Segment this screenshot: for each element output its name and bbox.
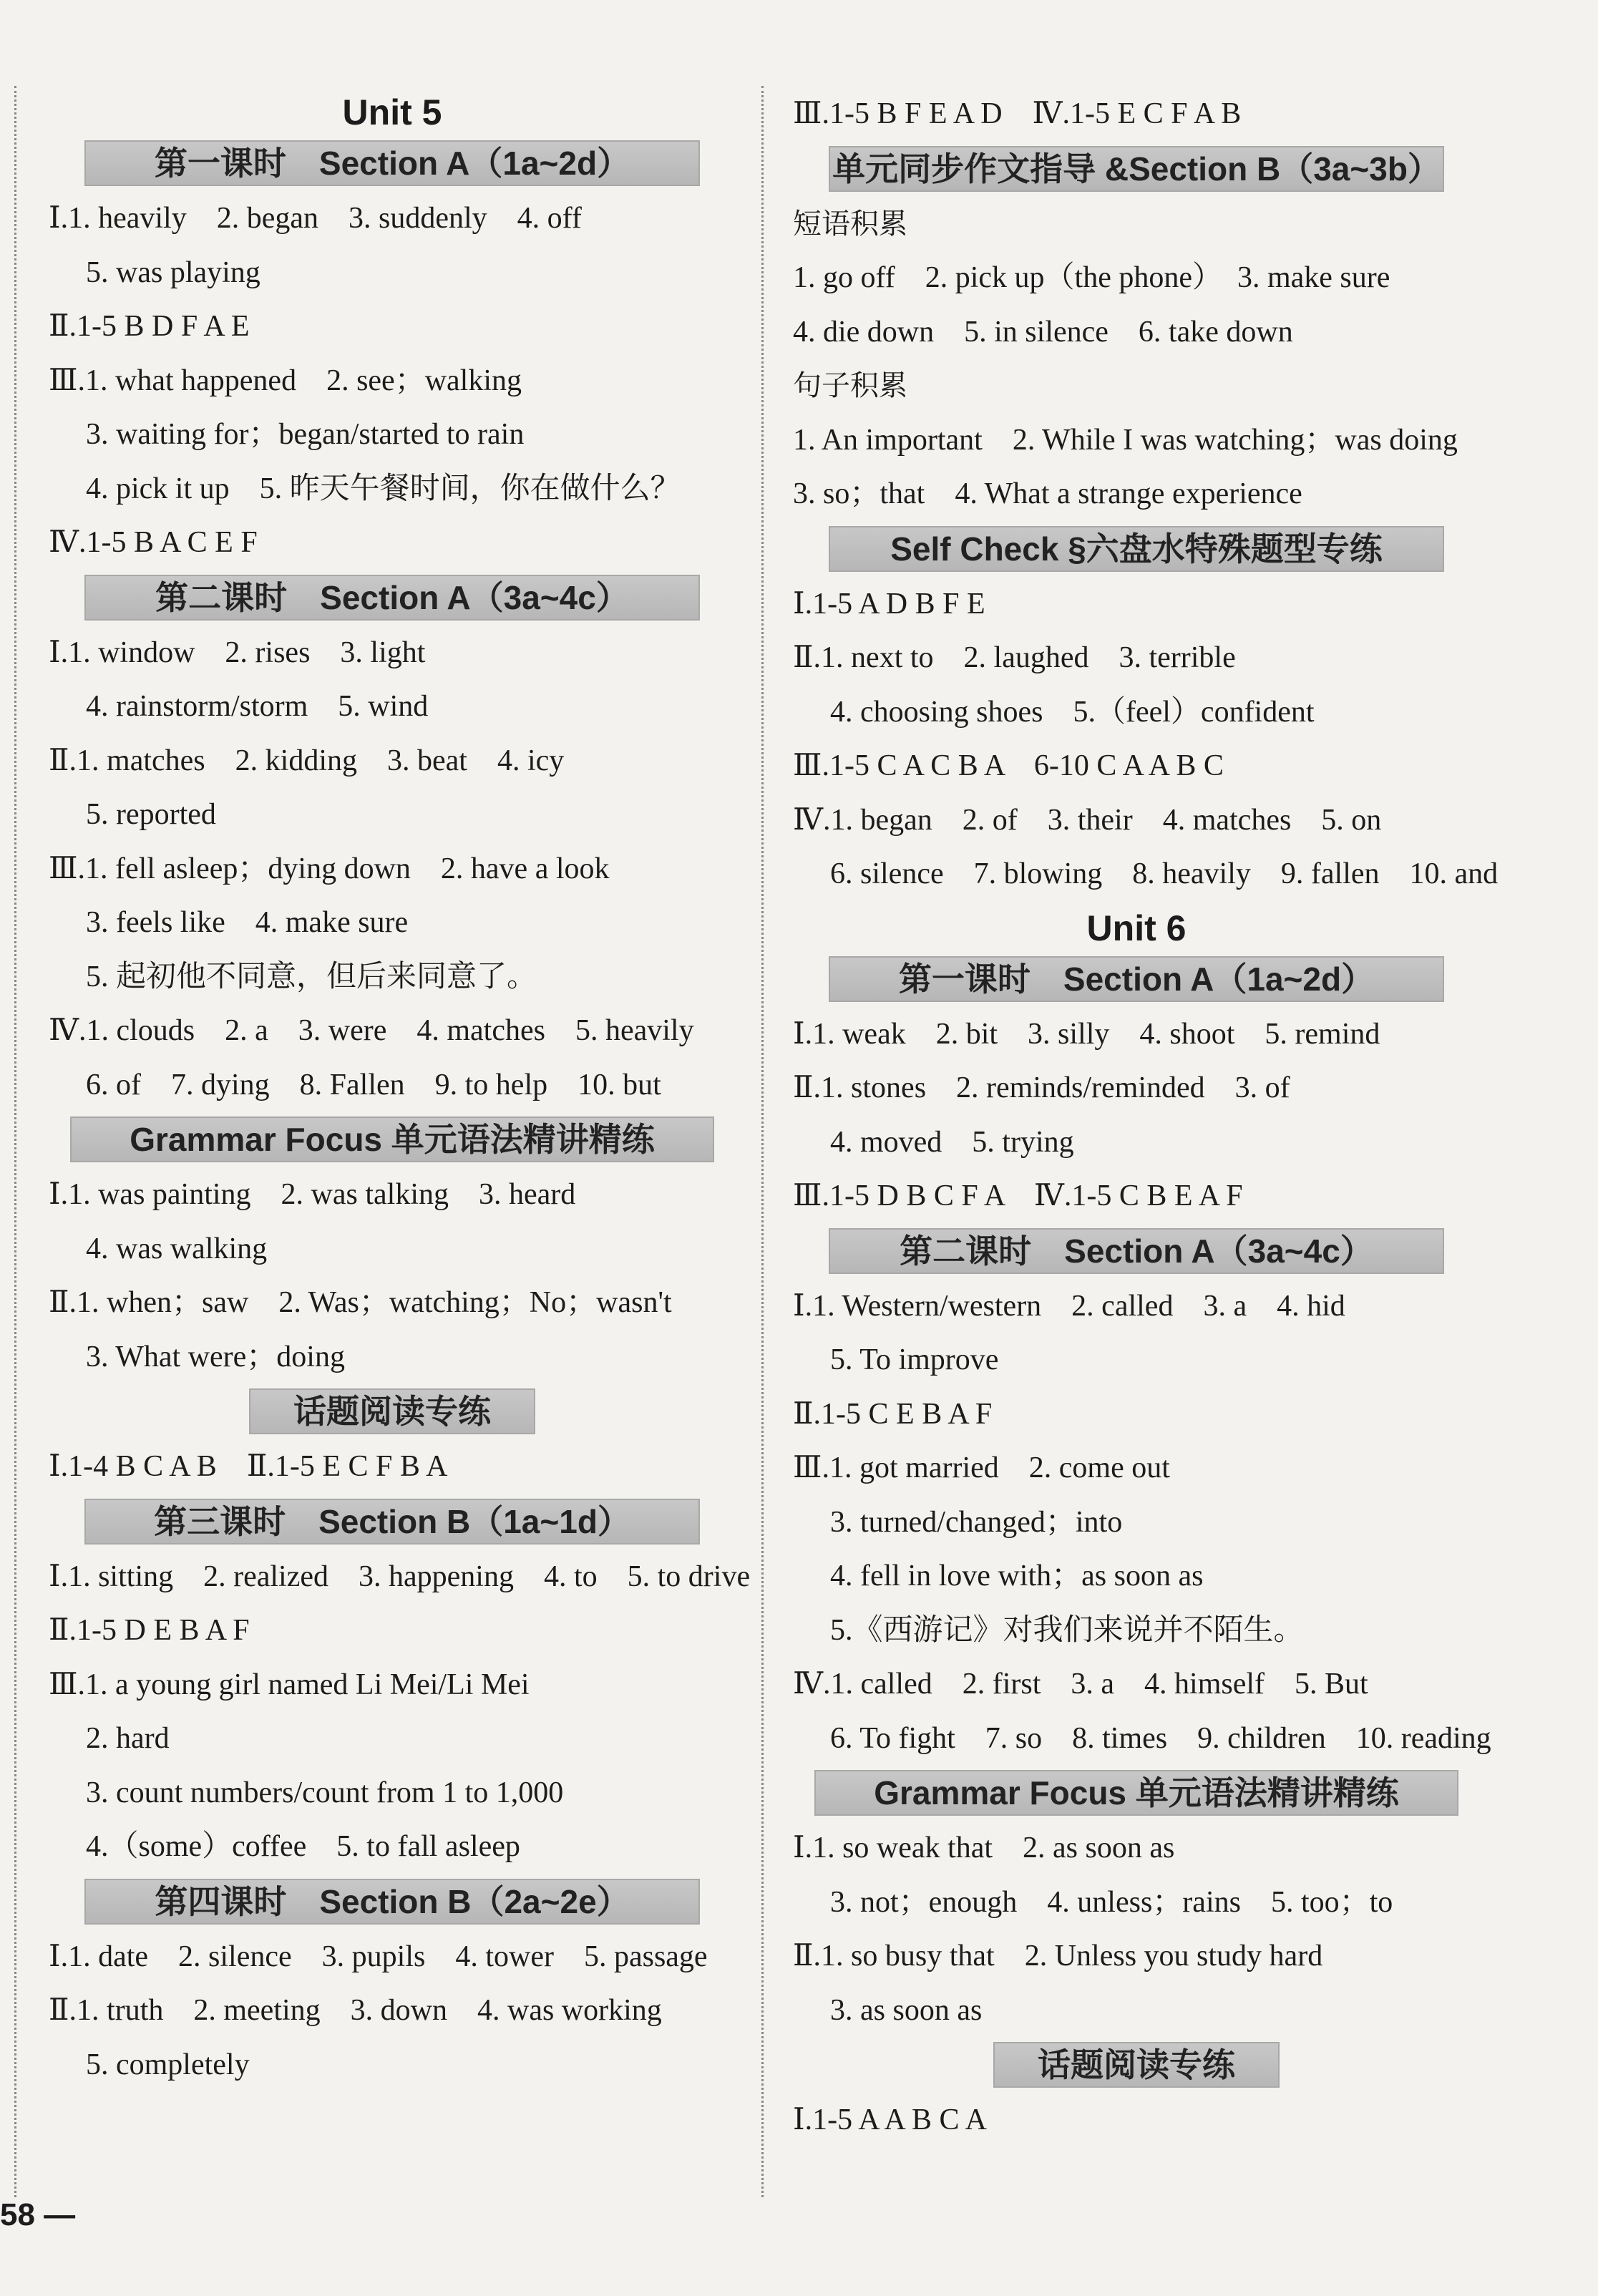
answer-line: Ⅰ.1. so weak that 2. as soon as — [793, 1832, 1175, 1864]
answer-line: 4. moved 5. trying — [830, 1125, 1074, 1159]
answer-line: Ⅱ.1. so busy that 2. Unless you study hard — [793, 1940, 1323, 1972]
answer-line: 3. turned/changed；into — [830, 1505, 1123, 1539]
answer-line: Ⅲ.1-5 B F E A D Ⅳ.1-5 E C F A B — [793, 97, 1242, 130]
phrase-heading: 短语积累 — [793, 207, 907, 240]
answer-line: 5. completely — [86, 2048, 250, 2081]
left-column — [49, 86, 751, 2092]
answer-line: 5. 起初他不同意，但后来同意了。 — [86, 960, 537, 993]
lesson-3-banner: 第三课时 Section B（1a~1d） — [84, 1499, 700, 1545]
answer-line: Ⅱ.1. stones 2. reminds/reminded 3. of — [793, 1071, 1290, 1104]
topic-reading-answers — [49, 1440, 736, 1494]
lesson-2-answers — [49, 626, 736, 1113]
answer-line: Ⅳ.1. clouds 2. a 3. were 4. matches 5. heavily — [49, 1014, 694, 1047]
answer-line: 4. pick it up 5. 昨天午餐时间，你在做什么？ — [86, 472, 681, 505]
lesson-2-banner: 第二课时 Section A（3a~4c） — [84, 575, 700, 621]
answer-line: 6. To fight 7. so 8. times 9. children 10. reading — [830, 1721, 1491, 1755]
answer-line: Ⅰ.1-4 B C A B Ⅱ.1-5 E C F B A — [49, 1450, 448, 1483]
answer-line: Ⅳ.1-5 B A C E F — [49, 526, 258, 559]
answer-line: Ⅰ.1. sitting 2. realized 3. happening 4. to 5. to drive — [49, 1560, 751, 1593]
answer-line: Ⅱ.1. matches 2. kidding 3. beat 4. icy — [49, 744, 565, 777]
column-divider — [761, 86, 764, 2197]
answer-line: Ⅰ.1-5 A D B F E — [793, 587, 985, 621]
u6-grammar-focus-banner: Grammar Focus 单元语法精讲精练 — [814, 1770, 1458, 1816]
answer-line: Ⅲ.1-5 D B C F A Ⅳ.1-5 C B E A F — [793, 1179, 1243, 1212]
answer-line: 4. rainstorm/storm 5. wind — [86, 690, 429, 723]
answer-line: 3. What were；doing — [86, 1340, 345, 1373]
answer-line: Ⅲ.1. got married 2. come out — [793, 1451, 1170, 1484]
answer-line: Ⅰ.1. weak 2. bit 3. silly 4. shoot 5. remind — [793, 1017, 1380, 1051]
lesson-1-banner: 第一课时 Section A（1a~2d） — [84, 140, 700, 186]
answer-line: 6. silence 7. blowing 8. heavily 9. fallen 10. and — [830, 857, 1499, 890]
answer-line: Ⅰ.1-5 A A B C A — [793, 2103, 988, 2136]
u6-lesson-1-banner: 第一课时 Section A（1a~2d） — [829, 956, 1444, 1002]
composition-answers — [793, 198, 1480, 522]
answer-line: 4. choosing shoes 5.（feel）confident — [830, 695, 1315, 729]
answer-line: Ⅲ.1. a young girl named Li Mei/Li Mei — [49, 1668, 530, 1701]
answer-line: Ⅱ.1. truth 2. meeting 3. down 4. was working — [49, 1994, 662, 2027]
u6-topic-reading-banner: 话题阅读专练 — [993, 2042, 1280, 2088]
answer-line: 5. was playing — [86, 256, 260, 289]
answer-line: 1. go off 2. pick up（the phone） 3. make sure — [793, 261, 1390, 294]
u6-topic-reading-answers — [793, 2093, 1480, 2148]
answer-line: 5.《西游记》对我们来说并不陌生。 — [830, 1613, 1304, 1647]
answer-line: Ⅱ.1-5 B D F A E — [49, 310, 250, 343]
u6-lesson-1-answers — [793, 1008, 1480, 1224]
answer-line: 3. not；enough 4. unless；rains 5. too；to — [830, 1885, 1393, 1919]
lesson-4-answers — [49, 1930, 736, 2093]
lesson-4-banner: 第四课时 Section B（2a~2e） — [84, 1879, 700, 1925]
right-column — [793, 87, 1499, 2148]
answer-line: Ⅲ.1. fell asleep；dying down 2. have a look — [49, 852, 610, 885]
u6-lesson-2-banner: 第二课时 Section A（3a~4c） — [829, 1228, 1444, 1274]
answer-line: Ⅳ.1. called 2. first 3. a 4. himself 5. But — [793, 1668, 1368, 1701]
answer-line: Ⅰ.1. date 2. silence 3. pupils 4. tower 5. passage — [49, 1940, 708, 1973]
answer-line: 3. count numbers/count from 1 to 1,000 — [86, 1776, 564, 1809]
answer-line: 3. feels like 4. make sure — [86, 906, 409, 939]
answer-line: Ⅲ.1-5 C A C B A 6-10 C A A B C — [793, 749, 1224, 782]
composition-banner: 单元同步作文指导 &Section B（3a~3b） — [829, 146, 1444, 192]
sentence-heading: 句子积累 — [793, 369, 907, 402]
topic-reading-banner: 话题阅读专练 — [249, 1388, 535, 1434]
unit-5-title: Unit 5 — [342, 92, 442, 132]
answer-line: 6. of 7. dying 8. Fallen 9. to help 10. but — [86, 1068, 661, 1101]
lesson-3-answers — [49, 1550, 751, 1874]
answer-line: Ⅲ.1. what happened 2. see；walking — [49, 364, 522, 397]
self-check-answers — [793, 578, 1499, 902]
answer-line: Ⅱ.1. when；saw 2. Was；watching；No；wasn't — [49, 1286, 672, 1319]
answer-line: Ⅰ.1. Western/western 2. called 3. a 4. hid — [793, 1289, 1345, 1323]
answer-line: 4. was walking — [86, 1232, 268, 1265]
answer-line: 4.（some）coffee 5. to fall asleep — [86, 1830, 520, 1863]
answer-line: 1. An important 2. While I was watching；was doing — [793, 423, 1458, 457]
grammar-focus-banner: Grammar Focus 单元语法精讲精练 — [70, 1117, 714, 1162]
u6-lesson-2-answers — [793, 1280, 1491, 1766]
answer-line: 4. die down 5. in silence 6. take down — [793, 315, 1293, 349]
grammar-focus-answers — [49, 1168, 736, 1384]
answer-line: Ⅳ.1. began 2. of 3. their 4. matches 5. on — [793, 803, 1382, 837]
answer-line: 3. waiting for；began/started to rain — [86, 418, 525, 451]
u6-grammar-focus-answers — [793, 1821, 1480, 2038]
answer-line: Ⅰ.1. heavily 2. began 3. suddenly 4. off — [49, 202, 582, 235]
answer-line: 4. fell in love with；as soon as — [830, 1560, 1204, 1592]
page-number: 58 — — [0, 2197, 76, 2232]
answer-line: Ⅱ.1-5 D E B A F — [49, 1614, 250, 1647]
answer-line: Ⅰ.1. was painting 2. was talking 3. heard — [49, 1178, 576, 1211]
answer-line: 5. reported — [86, 798, 216, 831]
left-margin-dotted-rule — [14, 86, 16, 2197]
answer-line: 3. as soon as — [830, 1993, 983, 2027]
answer-line: 2. hard — [86, 1722, 170, 1755]
unit-6-title: Unit 6 — [1086, 908, 1187, 948]
answer-line: 3. so；that 4. What a strange experience — [793, 477, 1302, 510]
answer-line: 5. To improve — [830, 1343, 999, 1376]
self-check-banner: Self Check §六盘水特殊题型专练 — [829, 526, 1444, 572]
lesson-1-answers — [49, 192, 736, 570]
answer-line: Ⅰ.1. window 2. rises 3. light — [49, 636, 426, 669]
answer-line: Ⅱ.1. next to 2. laughed 3. terrible — [793, 641, 1236, 674]
answer-line: Ⅱ.1-5 C E B A F — [793, 1397, 993, 1431]
